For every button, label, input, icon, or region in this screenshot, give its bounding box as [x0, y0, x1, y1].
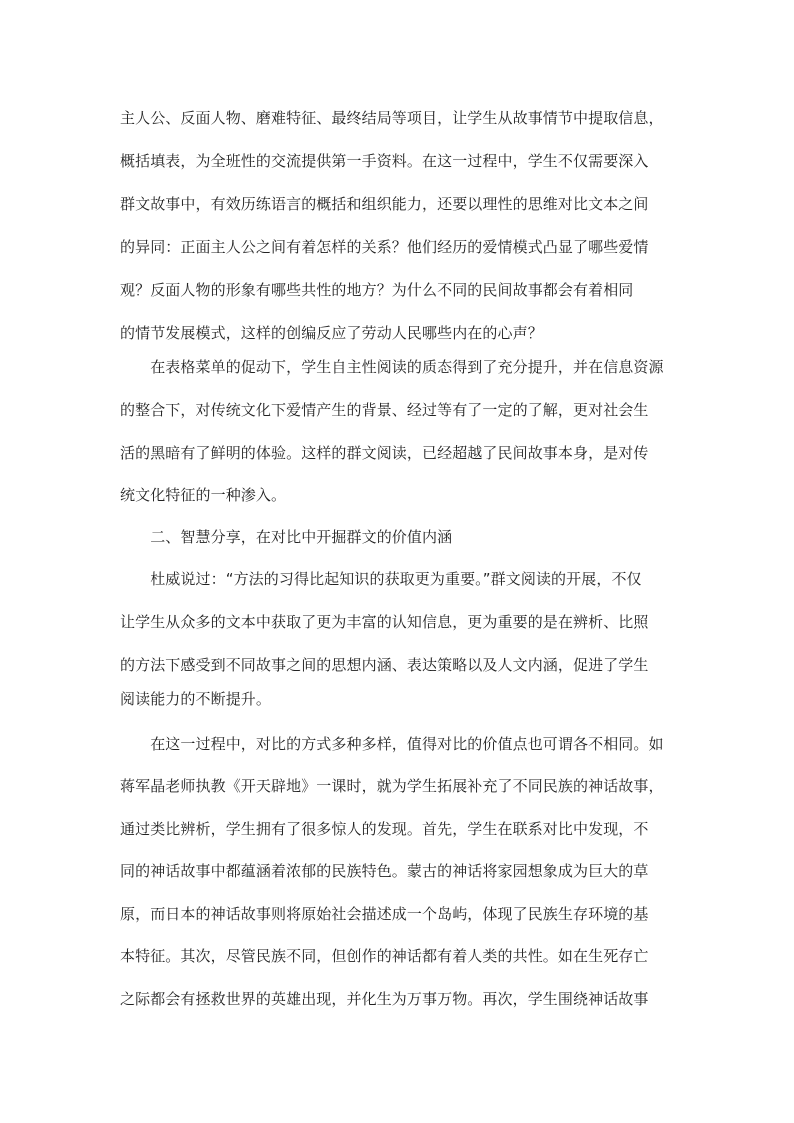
- section-heading: 二、智慧分享，在对比中开掘群文的价值内涵: [120, 528, 453, 546]
- text-line: 的情节发展模式，这样的创编反应了劳动人民哪些内在的心声？: [120, 324, 543, 342]
- text-line: 的异同：正面主人公之间有着怎样的关系？他们经历的爱情模式凸显了哪些爱情: [120, 238, 649, 256]
- text-line: 阅读能力的不断提升。: [120, 690, 272, 708]
- text-line: 观？反面人物的形象有哪些共性的地方？为什么不同的民间故事都会有着相同: [120, 281, 634, 299]
- text-line: 主人公、反面人物、磨难特征、最终结局等项目，让学生从故事情节中提取信息，: [120, 109, 664, 127]
- text-line: 本特征。其次，尽管民族不同，但创作的神话都有着人类的共性。如在生死存亡: [120, 947, 649, 965]
- text-line: 群文故事中，有效历练语言的概括和组织能力，还要以理性的思维对比文本之间: [120, 195, 649, 213]
- text-line: 同的神话故事中都蕴涵着浓郁的民族特色。蒙古的神话将家园想象成为巨大的草: [120, 862, 649, 880]
- text-line: 之际都会有拯救世界的英雄出现，并化生为万事万物。再次，学生围绕神话故事: [120, 990, 649, 1008]
- text-line: 的整合下，对传统文化下爱情产生的背景、经过等有了一定的了解，更对社会生: [120, 401, 649, 419]
- text-line: 让学生从众多的文本中获取了更为丰富的认知信息，更为重要的是在辨析、比照: [120, 613, 649, 631]
- text-line: 统文化特征的一种渗入。: [120, 486, 287, 504]
- text-line: 在表格菜单的促动下，学生自主性阅读的质态得到了充分提升，并在信息资源: [120, 358, 664, 376]
- text-line: 的方法下感受到不同故事之间的思想内涵、表达策略以及人文内涵，促进了学生: [120, 656, 649, 674]
- text-line: 活的黑暗有了鲜明的体验。这样的群文阅读，已经超越了民间故事本身，是对传: [120, 444, 649, 462]
- text-line: 在这一过程中，对比的方式多种多样，值得对比的价值点也可谓各不相同。如: [120, 735, 664, 753]
- text-line: 蒋军晶老师执教《开天辟地》一课时，就为学生拓展补充了不同民族的神话故事，: [120, 777, 664, 795]
- text-line: 概括填表，为全班性的交流提供第一手资料。在这一过程中，学生不仅需要深入: [120, 152, 649, 170]
- text-line: 通过类比辨析，学生拥有了很多惊人的发现。首先，学生在联系对比中发现，不: [120, 820, 649, 838]
- text-line: 原，而日本的神话故事则将原始社会描述成一个岛屿，体现了民族生存环境的基: [120, 905, 649, 923]
- text-line: 杜威说过：“方法的习得比起知识的获取更为重要。”群文阅读的开展，不仅: [120, 570, 642, 588]
